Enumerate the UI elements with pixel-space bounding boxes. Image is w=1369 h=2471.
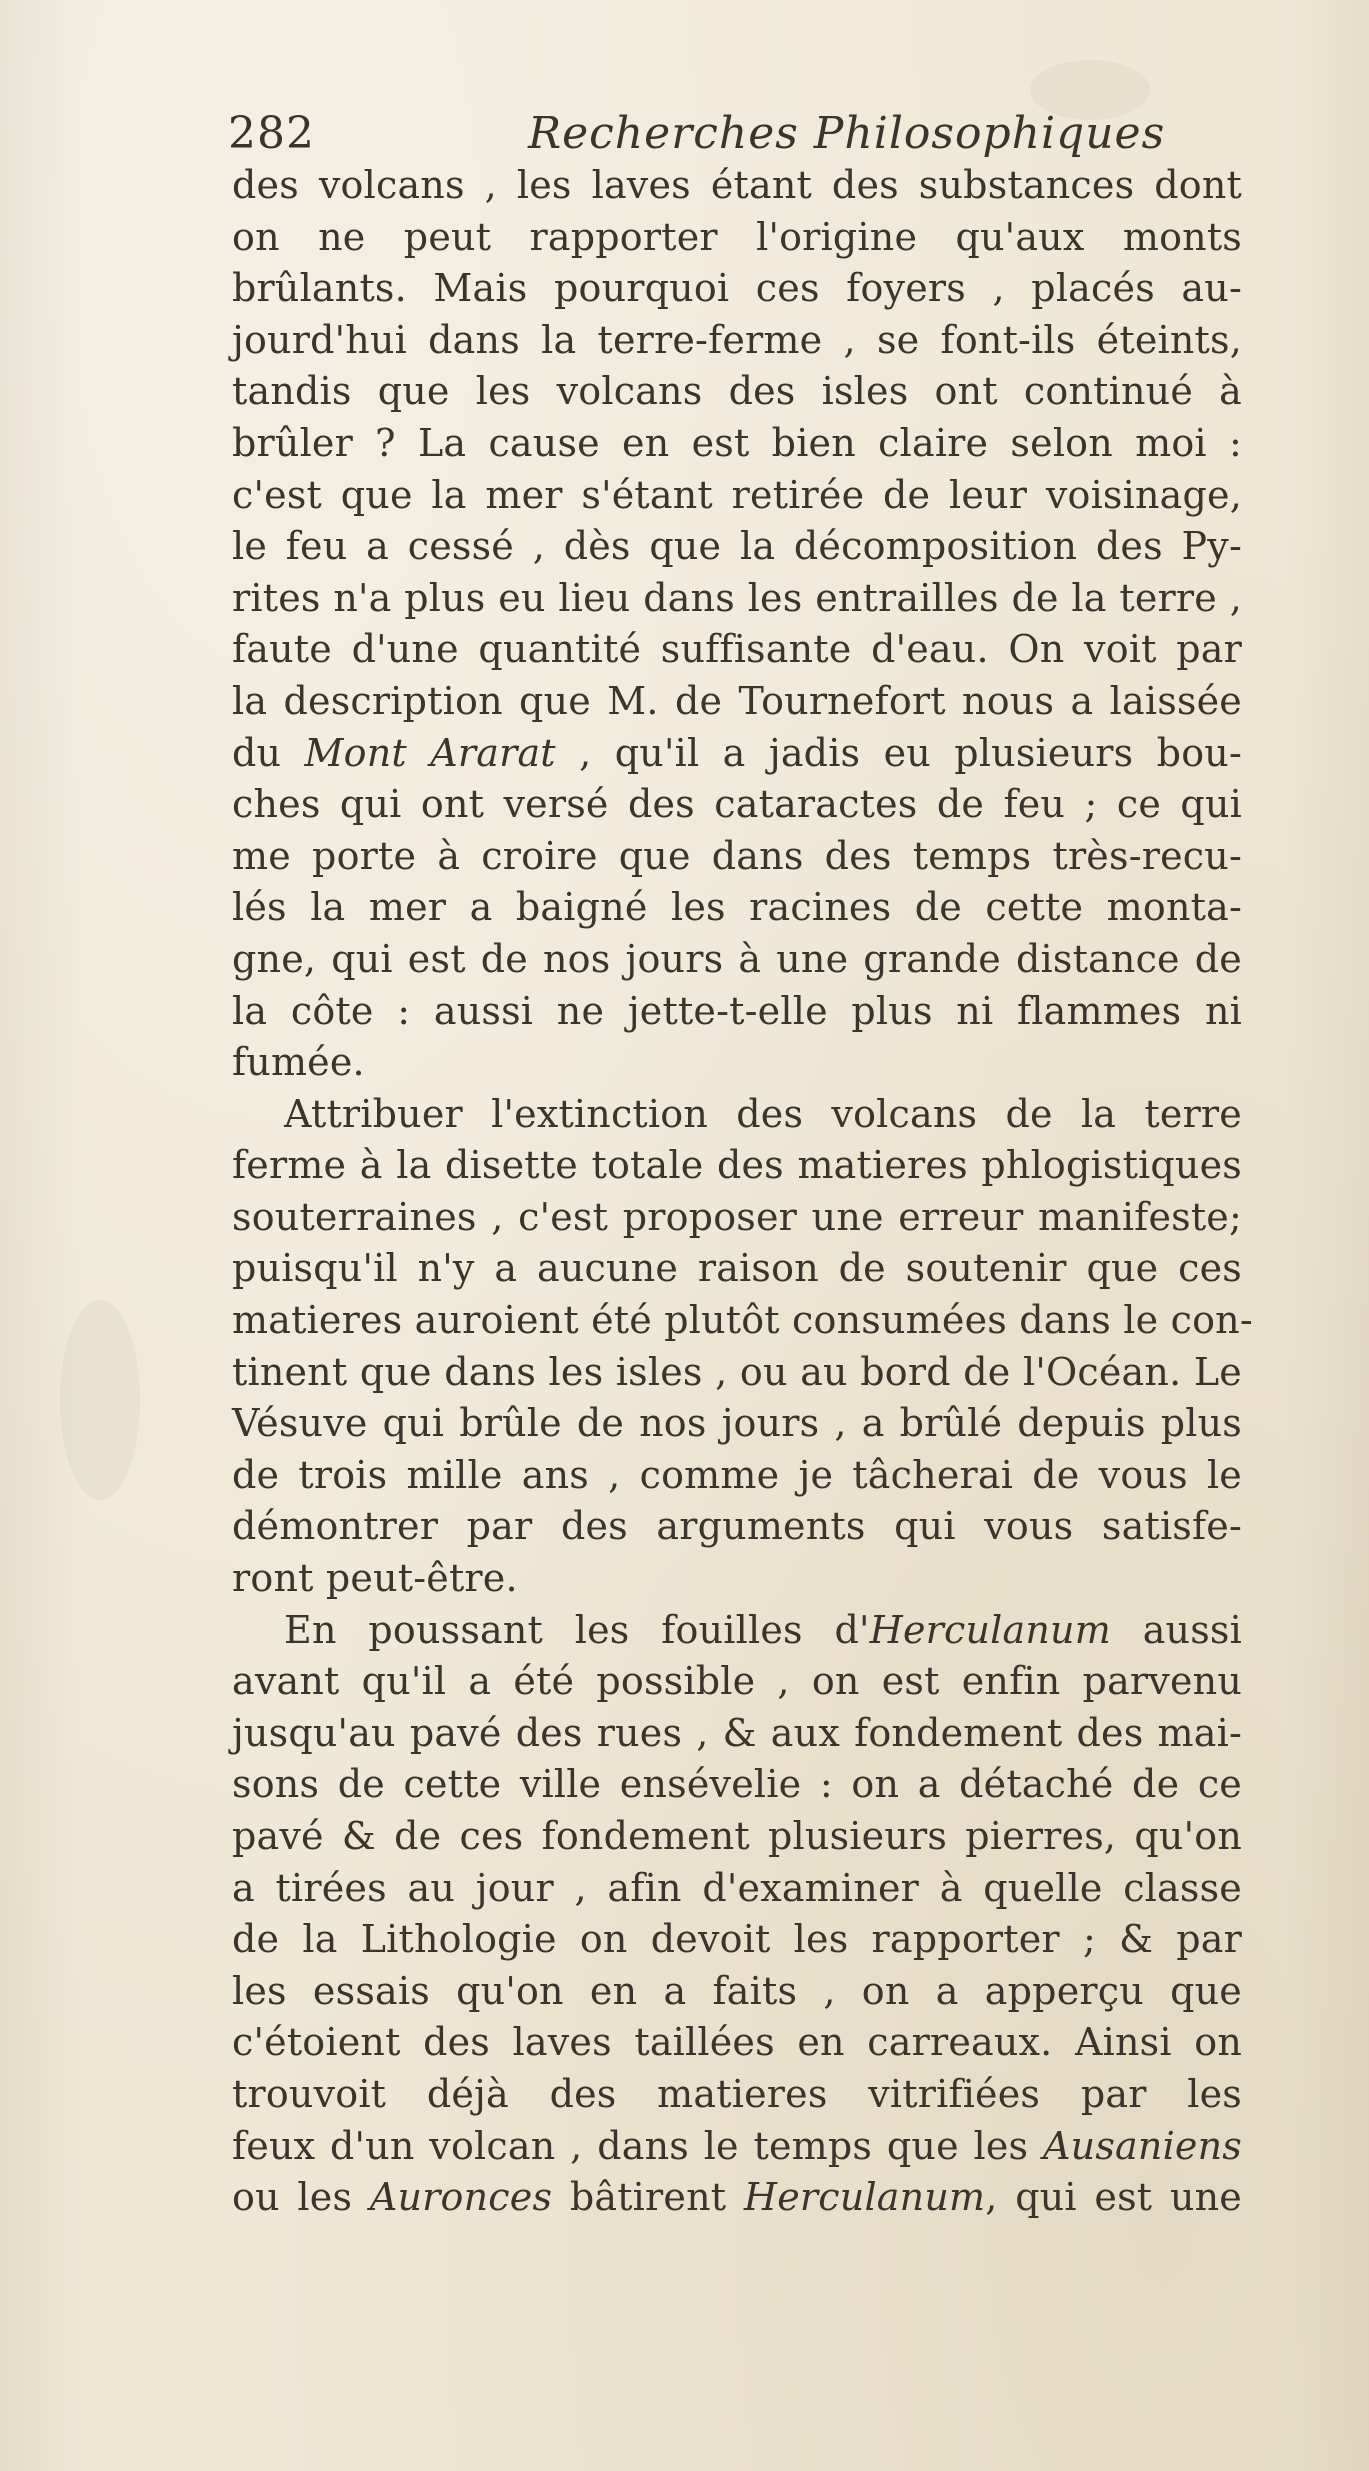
text-line: tandis que les volcans des isles ont continué à (232, 369, 1242, 414)
text-line: ront peut-être. (232, 1556, 518, 1601)
text-line: c'étoient des laves taillées en carreaux. Ainsi on (232, 2020, 1242, 2065)
text-line: brûlants. Mais pourquoi ces foyers , placés au- (232, 266, 1242, 311)
text-fragment: ou les (232, 2175, 370, 2220)
text-fragment: En poussant les fouilles d' (284, 1607, 870, 1652)
text-fragment: feux d'un volcan , dans le temps que les (232, 2123, 1044, 2168)
page-header (228, 108, 1208, 168)
text-line: Attribuer l'extinction des volcans de la terre (284, 1091, 1242, 1136)
running-title: Recherches Philosophiques (528, 108, 1166, 159)
text-line: fumée. (232, 1040, 365, 1085)
italic-term: Ausaniens (1043, 2123, 1242, 2168)
text-line: souterraines , c'est proposer une erreur manifeste; (232, 1194, 1242, 1239)
text-line: démontrer par des arguments qui vous satisfe- (232, 1504, 1242, 1549)
text-line: a tirées au jour , afin d'examiner à quelle classe (232, 1865, 1242, 1910)
text-line: les essais qu'on en a faits , on a apperçu que (232, 1968, 1242, 2013)
text-line: Vésuve qui brûle de nos jours , a brûlé depuis plus (232, 1401, 1242, 1446)
text-line: la description que M. de Tournefort nous a laissée (232, 678, 1242, 723)
text-fragment: aussi (1110, 1607, 1242, 1652)
text-line: le feu a cessé , dès que la décomposition des Py- (232, 524, 1242, 569)
text-line: faute d'une quantité suffisante d'eau. On voit par (232, 627, 1242, 672)
text-line: matieres auroient été plutôt consumées dans le con- (232, 1298, 1253, 1343)
text-line: brûler ? La cause en est bien claire selon moi : (232, 420, 1242, 465)
italic-term: Auronces (369, 2175, 553, 2220)
text-line: jourd'hui dans la terre-ferme , se font-ils éteints, (232, 317, 1242, 362)
text-line: de la Lithologie on devoit les rapporter ; & par (232, 1917, 1242, 1962)
text-line: pavé & de ces fondement plusieurs pierres, qu'on (232, 1814, 1242, 1858)
text-line: avant qu'il a été possible , on est enfin parvenu (232, 1659, 1242, 1704)
text-line (232, 2121, 1242, 2173)
text-line: me porte à croire que dans des temps très-recu- (232, 833, 1242, 878)
text-line: jusqu'au pavé des rues , & aux fondement des mai- (232, 1710, 1242, 1755)
text-line: lés la mer a baigné les racines de cette monta- (232, 885, 1242, 930)
text-line: de trois mille ans , comme je tâcherai de vous le (232, 1452, 1242, 1497)
italic-term: Herculanum (743, 2175, 986, 2220)
text-line: rites n'a plus eu lieu dans les entrailles de la terre , (232, 575, 1242, 620)
text-fragment: , qui est une (985, 2175, 1242, 2220)
text-line: c'est que la mer s'étant retirée de leur voisinage, (232, 472, 1242, 517)
page-number: 282 (228, 108, 315, 159)
text-line: des volcans , les laves étant des substances dont (232, 163, 1242, 207)
text-line (232, 1605, 1242, 1657)
italic-term: Herculanum (869, 1607, 1111, 1652)
text-line: on ne peut rapporter l'origine qu'aux monts (232, 214, 1242, 259)
text-line: gne, qui est de nos jours à une grande distance de (232, 936, 1242, 981)
text-line: tinent que dans les isles , ou au bord de l'Océan. Le (232, 1349, 1242, 1394)
text-line (232, 728, 1242, 780)
paper-stain (60, 1300, 140, 1500)
body-text (232, 160, 1253, 2224)
text-line: sons de cette ville ensévelie : on a détaché de ce (232, 1762, 1242, 1807)
text-line (232, 2172, 1242, 2224)
text-fragment: bâtirent (552, 2175, 744, 2220)
text-fragment: du (232, 730, 305, 775)
text-line: trouvoit déjà des matieres vitrifiées par les (232, 2071, 1242, 2116)
italic-term: Mont Ararat (304, 730, 556, 775)
text-fragment: , qu'il a jadis eu plusieurs bou- (555, 730, 1242, 775)
text-line: la côte : aussi ne jette-t-elle plus ni flammes ni (232, 988, 1242, 1033)
text-line: puisqu'il n'y a aucune raison de soutenir que ces (232, 1246, 1242, 1291)
text-line: ches qui ont versé des cataractes de feu ; ce qui (232, 782, 1242, 827)
text-line: ferme à la disette totale des matieres phlogistiques (232, 1143, 1242, 1188)
